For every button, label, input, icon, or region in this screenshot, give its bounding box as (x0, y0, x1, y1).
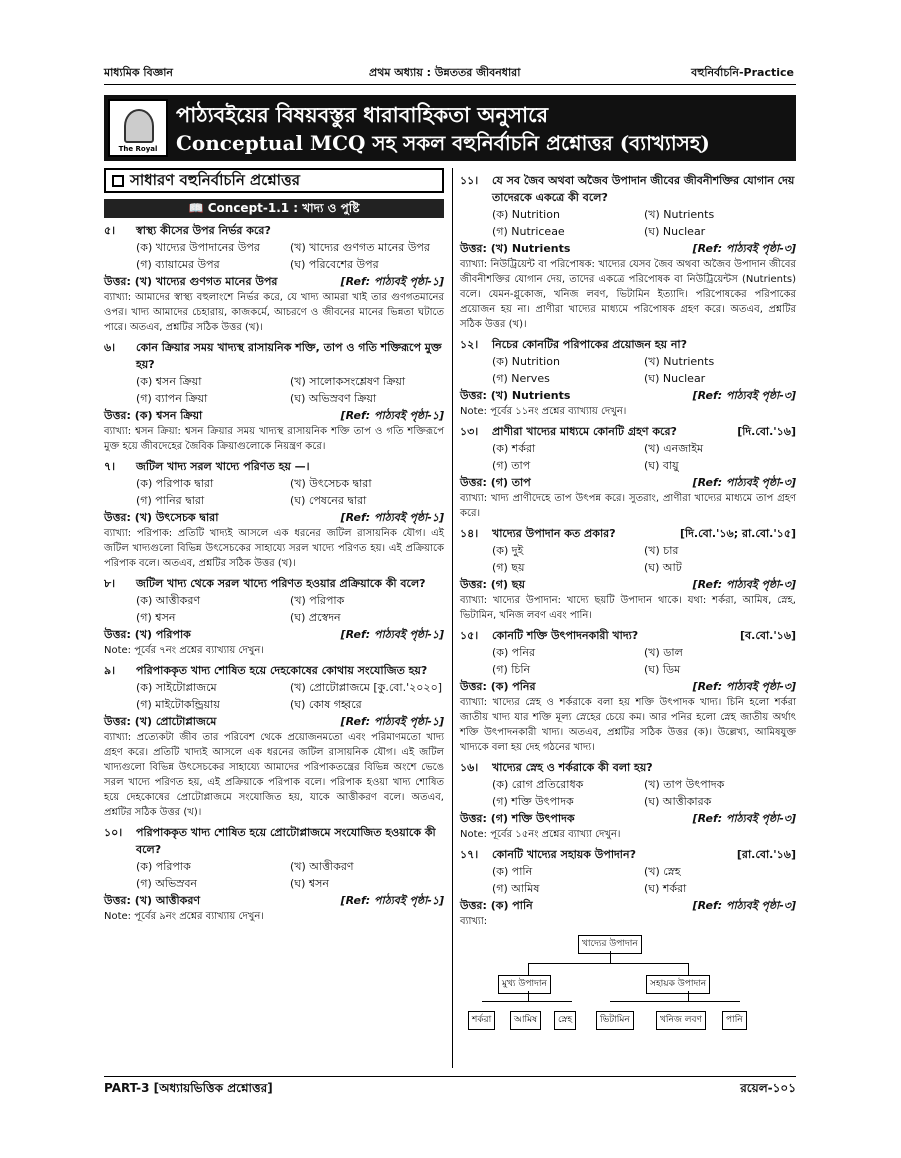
option: (খ) পরিপাক (290, 594, 345, 607)
option: (ঘ) ডিম (644, 663, 681, 676)
question: ১৬। খাদ্যের স্নেহ ও শর্করাকে কী বলা হয়? (460, 761, 653, 774)
options (460, 542, 796, 576)
answer: উত্তর: (খ) পরিপাক [Ref: পাঠ্যবই পৃষ্ঠা-১] (104, 628, 444, 641)
mcq-item (460, 525, 796, 623)
mcq-item (460, 759, 796, 842)
question: ৮। জটিল খাদ্য থেকে সরল খাদ্যে পরিণত হওয়ার প্রক্রিয়াকে কী বলে? (104, 577, 426, 590)
reference: [Ref: পাঠ্যবই পৃষ্ঠা-১] (340, 409, 444, 422)
explanation: ব্যাখ্যা: পরিপাক: প্রতিটি খাদ্যই আসলে এক ধরনের জটিল রাসায়নিক যৌগ। এই জটিল খাদ্যগুলো বিভিন্ন উৎসেচকের সাহায্যে সরল খাদ্যে পরিণত হয়। এই প্রক্রিয়াকে পরিপাক বলে। অতএব, প্রশ্নটির সঠিক উত্তর (খ)। (104, 528, 444, 569)
options (460, 440, 796, 474)
header-rule (104, 84, 796, 85)
question: ১৩। প্রাণীরা খাদ্যের মাধ্যমে কোনটি গ্রহণ করে? [দি.বো.'১৬] (460, 425, 796, 438)
option: (খ) সালোকসংশ্লেষণ ক্রিয়া (290, 375, 406, 388)
option: (ক) Nutrition (492, 208, 560, 221)
reference: [Ref: পাঠ্যবই পৃষ্ঠা-৩] (692, 899, 796, 912)
explanation: Note: পূর্বের ১৫নং প্রশ্নের ব্যাখ্যা দেখুন। (460, 829, 621, 840)
option: (ক) Nutrition (492, 355, 560, 368)
reference: [Ref: পাঠ্যবই পৃষ্ঠা-৩] (692, 476, 796, 489)
answer: উত্তর: (খ) Nutrients [Ref: পাঠ্যবই পৃষ্ঠা-৩] (460, 389, 796, 402)
option: (খ) চার (644, 544, 679, 557)
answer: উত্তর: (খ) উৎসেচক দ্বারা [Ref: পাঠ্যবই পৃষ্ঠা-১] (104, 511, 444, 524)
board-tag: [ব.বো.'১৬] (740, 629, 796, 642)
header-subject: মাধ্যমিক বিজ্ঞান (104, 66, 173, 79)
option: (গ) চিনি (492, 663, 531, 676)
board-tag: [রা.বো.'১৬] (736, 848, 796, 861)
banner-line-1: পাঠ্যবইয়ের বিষয়বস্তুর ধারাবাহিকতা অনুসারে (176, 103, 549, 127)
option: (ঘ) অভিস্রবণ ক্রিয়া (290, 392, 377, 405)
options (460, 776, 796, 810)
tree-m1: শর্করা (468, 1011, 495, 1030)
tree-root: খাদ্যের উপাদান (578, 935, 642, 954)
pen-icon (124, 109, 154, 143)
mcq-item (460, 336, 796, 419)
checkbox-icon (112, 175, 124, 187)
explanation: ব্যাখ্যা: (460, 916, 488, 927)
options (460, 644, 796, 678)
explanation: ব্যাখ্যা: খাদ্যের স্নেহ ও শর্করাকে বলা হয় শক্তি উৎপাদক খাদ্য। চিনি হলো শর্করা জাতীয় খাদ্য যার শক্তি মূল্য স্নেহের চেয়ে কম। আর পনির হলো স্নেহ জাতীয় অর্থাৎ শক্তি উৎপাদনকারী খাদ্য। অতএব, প্রশ্নটির সঠিক উত্তর (ক)। উল্লেখ্য, আমিষযুক্ত খাদ্যকে বলা হয় দেহ গঠনের খাদ্য। (460, 697, 796, 753)
explanation: ব্যাখ্যা: আমাদের স্বাস্থ্য বহুলাংশে নির্ভর করে, যে খাদ্য আমরা খাই তার গুণগতমানের ওপর। খাদ্য আমাদের চেহারায়, কাজকর্মে, আচরণে ও জীবনের মানের ভিন্নতা ঘটাতে পারে। অতএব, প্রশ্নটির সঠিক উত্তর (খ)। (104, 292, 444, 333)
option: (ক) পরিপাক (136, 860, 191, 873)
explanation: Note: পূর্বের ৯নং প্রশ্নের ব্যাখ্যায় দেখুন। (104, 911, 264, 922)
option: (খ) খাদ্যের গুণগত মানের উপর (290, 241, 430, 254)
option: (ঘ) কোষ গহ্বরে (290, 698, 362, 711)
column-divider (452, 168, 453, 1068)
option: (খ) আত্তীকরণ (290, 860, 354, 873)
footer-part: PART-3 [অধ্যায়ভিত্তিক প্রশ্নোত্তর] (104, 1081, 273, 1095)
answer: উত্তর: (খ) আত্তীকরণ [Ref: পাঠ্যবই পৃষ্ঠা-১] (104, 894, 444, 907)
answer: উত্তর: (ক) পানি [Ref: পাঠ্যবই পৃষ্ঠা-৩] (460, 899, 796, 912)
option: (ঘ) শর্করা (644, 882, 687, 895)
banner-line-2: Conceptual MCQ সহ সকল বহুনির্বাচনি প্রশ্নোত্তর (ব্যাখ্যাসহ) (176, 131, 710, 155)
tree-aux: সহায়ক উপাদান (646, 975, 710, 994)
option: (ক) পরিপাক দ্বারা (136, 477, 214, 490)
mcq-item (460, 423, 796, 521)
options (104, 679, 444, 713)
header-chapter: প্রথম অধ্যায় : উন্নততর জীবনধারা (369, 66, 521, 79)
option: (গ) আমিষ (492, 882, 540, 895)
option: (ক) রোগ প্রতিরোধক (492, 778, 584, 791)
reference: [Ref: পাঠ্যবই পৃষ্ঠা-১] (340, 628, 444, 641)
option: (ক) দুই (492, 544, 524, 557)
question: ৯। পরিপাককৃত খাদ্য শোষিত হয়ে দেহকোষের কোথায় সংযোজিত হয়? (104, 664, 428, 677)
logo-text: The Royal (118, 145, 158, 153)
board-tag: [দি.বো.'১৬] (737, 425, 796, 438)
answer: উত্তর: (খ) Nutrients [Ref: পাঠ্যবই পৃষ্ঠা-৩] (460, 242, 796, 255)
reference: [Ref: পাঠ্যবই পৃষ্ঠা-১] (340, 275, 444, 288)
option: (ঘ) পরিবেশের উপর (290, 258, 379, 271)
options (104, 373, 444, 407)
option: (খ) উৎসেচক দ্বারা (290, 477, 372, 490)
mcq-item (104, 824, 444, 924)
question: ১৭। কোনটি খাদ্যের সহায়ক উপাদান? [রা.বো.'১৬] (460, 848, 796, 861)
explanation: ব্যাখ্যা: নিউট্রিয়েন্ট বা পরিপোষক: খাদ্যের যেসব জৈব অথবা অজৈব উপাদান জীবের জীবনীশক্তির যোগান দেয়, তাদের একত্রে পরিপোষক বা নিউট্রিয়েন্টস (Nutrients) বলে। যেমন-গ্লুকোজ, খনিজ লবণ, ভিটামিন ইত্যাদি। পরিপোষকের পরিপাকের প্রয়োজন হয় না। প্রাণীরা খাদ্যের মাধ্যমে পরিপোষক গ্রহণ করে। অতএব, প্রশ্নটির সঠিক উত্তর (খ)। (460, 259, 796, 330)
board-tag: [দি.বো.'১৬; রা.বো.'১৫] (679, 527, 796, 540)
page-header (104, 64, 794, 82)
royal-logo (108, 99, 168, 157)
option: (খ) তাপ উৎপাদক (644, 778, 725, 791)
option: (গ) ছয় (492, 561, 525, 574)
options (460, 206, 796, 240)
option: (ঘ) বায়ু (644, 459, 679, 472)
header-type: বহুনির্বাচনি-Practice (691, 66, 794, 79)
mcq-item (104, 662, 444, 820)
question: ৬। কোন ক্রিয়ার সময় খাদ্যস্থ রাসায়নিক শক্তি, তাপ ও গতি শক্তিরূপে মুক্ত হয়? (104, 341, 442, 371)
question: ১১। যে সব জৈব অথবা অজৈব উপাদান জীবের জীবনীশক্তির যোগান দেয় তাদেরকে একত্রে কী বলে? (460, 174, 795, 204)
option: (খ) Nutrients (644, 355, 715, 368)
reference: [Ref: পাঠ্যবই পৃষ্ঠা-১] (340, 715, 444, 728)
explanation: ব্যাখ্যা: খাদ্য প্রাণীদেহে তাপ উৎপন্ন করে। সুতরাং, প্রাণীরা খাদ্যের মাধ্যমে তাপ গ্রহণ করে। (460, 493, 796, 519)
option: (গ) ব্যাপন ক্রিয়া (136, 392, 208, 405)
option: (খ) ডাল (644, 646, 683, 659)
right-column (460, 168, 796, 1043)
question: ১২। নিচের কোনটির পরিপাকের প্রয়োজন হয় না? (460, 338, 687, 351)
reference: [Ref: পাঠ্যবই পৃষ্ঠা-৩] (692, 242, 796, 255)
tree-a1: ভিটামিন (596, 1011, 634, 1030)
explanation: ব্যাখ্যা: শ্বসন ক্রিয়া: শ্বসন ক্রিয়ার সময় খাদ্যস্থ রাসায়নিক শক্তি তাপ ও গতি শক্তিরূপে মুক্ত হয়ে জীবদেহের জৈবিক ক্রিয়াগুলোকে নিয়ন্ত্রণ করে। (104, 426, 444, 452)
question: ৭। জটিল খাদ্য সরল খাদ্যে পরিণত হয় —। (104, 460, 310, 473)
options (104, 858, 444, 892)
mcq-item (104, 458, 444, 571)
answer: উত্তর: (গ) শক্তি উৎপাদক [Ref: পাঠ্যবই পৃষ্ঠা-৩] (460, 812, 796, 825)
option: (ঘ) Nuclear (644, 225, 706, 238)
concept-bar: 📖 Concept-1.1 : খাদ্য ও পুষ্টি (104, 199, 444, 218)
reference: [Ref: পাঠ্যবই পৃষ্ঠা-৩] (692, 389, 796, 402)
left-questions (104, 222, 444, 924)
option: (ঘ) Nuclear (644, 372, 706, 385)
option: (খ) এনজাইম (644, 442, 704, 455)
option: (খ) প্রোটোপ্লাজমে [কু.বো.'২০২০] (290, 681, 443, 694)
option: (ক) খাদ্যের উপাদানের উপর (136, 241, 260, 254)
option: (খ) Nutrients (644, 208, 715, 221)
question: ১৫। কোনটি শক্তি উৎপাদনকারী খাদ্য? [ব.বো.'১৬] (460, 629, 796, 642)
title-banner (104, 95, 796, 161)
option: (গ) Nerves (492, 372, 550, 385)
option: (ঘ) আট (644, 561, 682, 574)
food-components-tree (460, 933, 796, 1043)
option: (গ) মাইটোকন্ড্রিয়ায় (136, 698, 220, 711)
options (460, 863, 796, 897)
explanation: ব্যাখ্যা: খাদ্যের উপাদান: খাদ্যে ছয়টি উপাদান থাকে। যথা: শর্করা, আমিষ, স্নেহ, ভিটামিন, খনিজ লবণ এবং পানি। (460, 595, 796, 621)
option: (ক) সাইটোপ্লাজমে (136, 681, 217, 694)
option: (খ) স্নেহ (644, 865, 681, 878)
options (460, 353, 796, 387)
mcq-item (460, 627, 796, 755)
question: ১৪। খাদ্যের উপাদান কত প্রকার? [দি.বো.'১৬; রা.বো.'১৫] (460, 527, 796, 540)
right-questions (460, 172, 796, 929)
option: (ঘ) শ্বসন (290, 877, 329, 890)
explanation: ব্যাখ্যা: প্রত্যেকটা জীব তার পরিবেশ থেকে প্রয়োজনমতো এবং পরিমাণমতো খাদ্য গ্রহণ করে। প্রতিটি খাদ্যই আসলে এক ধরনের জটিল রাসায়নিক যৌগ। এই জটিল খাদ্যগুলো বিভিন্ন উৎসেচকের সাহায্যে আমাদের পরিপাকতন্ত্রের বিভিন্ন অংশে ভেঙে সরল খাদ্যে পরিণত হয়, এই প্রক্রিয়াকে পরিপাক বলে। পরিপাক হওয়া খাদ্য শোষিত হয়ে দেহকোষের প্রোটোপ্লাজমে সংযোজিত হয়, যাকে আত্তীকরণ বলে। অতএব, প্রশ্নটির সঠিক উত্তর (খ)। (104, 732, 444, 818)
answer: উত্তর: (খ) খাদ্যের গুণগত মানের উপর [Ref: পাঠ্যবই পৃষ্ঠা-১] (104, 275, 444, 288)
answer: উত্তর: (খ) প্রোটোপ্লাজমে [Ref: পাঠ্যবই পৃষ্ঠা-১] (104, 715, 444, 728)
reference: [Ref: পাঠ্যবই পৃষ্ঠা-১] (340, 894, 444, 907)
option: (ঘ) প্রস্বেদন (290, 611, 341, 624)
mcq-item (460, 172, 796, 332)
mcq-item (104, 222, 444, 335)
tree-a3: পানি (722, 1011, 747, 1030)
option: (ক) পনির (492, 646, 536, 659)
answer: উত্তর: (গ) ছয় [Ref: পাঠ্যবই পৃষ্ঠা-৩] (460, 578, 796, 591)
section-title: সাধারণ বহুনির্বাচনি প্রশ্নোত্তর (104, 168, 444, 193)
option: (ক) পানি (492, 865, 533, 878)
option: (ক) শর্করা (492, 442, 536, 455)
option: (ক) শ্বসন ক্রিয়া (136, 375, 202, 388)
option: (গ) Nutriceae (492, 225, 565, 238)
options (104, 592, 444, 626)
mcq-item (104, 575, 444, 658)
reference: [Ref: পাঠ্যবই পৃষ্ঠা-৩] (692, 578, 796, 591)
option: (ক) আত্তীকরণ (136, 594, 201, 607)
question: ১০। পরিপাককৃত খাদ্য শোষিত হয়ে প্রোটোপ্লাজমে সংযোজিত হওয়াকে কী বলে? (104, 826, 436, 856)
mcq-item (104, 339, 444, 454)
tree-a2: খনিজ লবণ (656, 1011, 706, 1030)
explanation: Note: পূর্বের ৭নং প্রশ্নের ব্যাখ্যায় দেখুন। (104, 645, 264, 656)
option: (গ) অভিস্রবন (136, 877, 198, 890)
tree-main: মুখ্য উপাদান (498, 975, 551, 994)
option: (গ) শ্বসন (136, 611, 176, 624)
reference: [Ref: পাঠ্যবই পৃষ্ঠা-৩] (692, 680, 796, 693)
footer-page: রয়েল-১০১ (740, 1081, 796, 1095)
answer: উত্তর: (গ) তাপ [Ref: পাঠ্যবই পৃষ্ঠা-৩] (460, 476, 796, 489)
question: ৫। স্বাস্থ্য কীসের উপর নির্ভর করে? (104, 224, 271, 237)
options (104, 475, 444, 509)
mcq-item (460, 846, 796, 929)
answer: উত্তর: (ক) পনির [Ref: পাঠ্যবই পৃষ্ঠা-৩] (460, 680, 796, 693)
option: (গ) শক্তি উৎপাদক (492, 795, 574, 808)
option: (ঘ) পেষনের দ্বারা (290, 494, 367, 507)
reference: [Ref: পাঠ্যবই পৃষ্ঠা-১] (340, 511, 444, 524)
option: (গ) তাপ (492, 459, 531, 472)
option: (ঘ) আত্তীকারক (644, 795, 712, 808)
tree-m3: স্নেহ (554, 1011, 576, 1030)
left-column (104, 168, 444, 924)
reference: [Ref: পাঠ্যবই পৃষ্ঠা-৩] (692, 812, 796, 825)
option: (গ) ব্যায়ামের উপর (136, 258, 220, 271)
page-footer (104, 1076, 796, 1095)
option: (গ) পানির দ্বারা (136, 494, 205, 507)
options (104, 239, 444, 273)
tree-m2: আমিষ (510, 1011, 541, 1030)
explanation: Note: পূর্বের ১১নং প্রশ্নের ব্যাখ্যায় দেখুন। (460, 406, 627, 417)
answer: উত্তর: (ক) শ্বসন ক্রিয়া [Ref: পাঠ্যবই পৃষ্ঠা-১] (104, 409, 444, 422)
